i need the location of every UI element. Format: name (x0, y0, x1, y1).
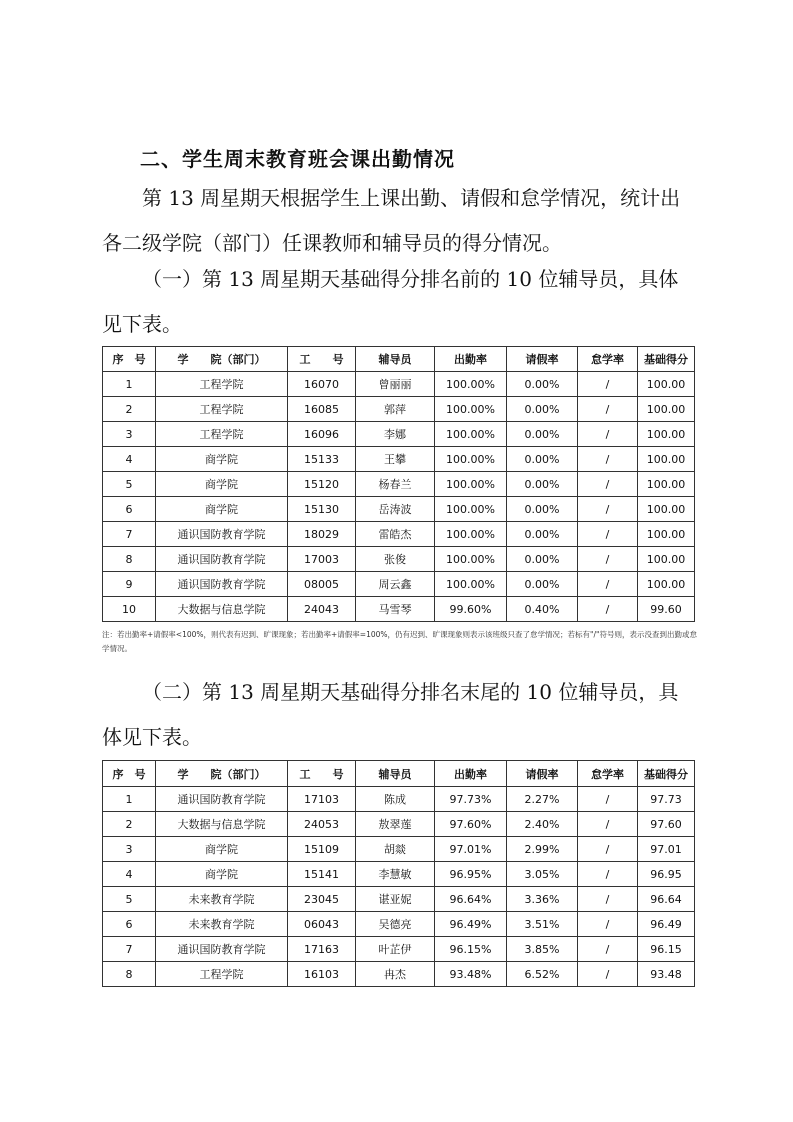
table-cell: 曾丽丽 (356, 372, 435, 397)
table-cell: / (578, 962, 638, 987)
table-cell: 8 (103, 547, 156, 572)
table-cell: 97.01% (435, 837, 507, 862)
table-cell: 100.00% (435, 522, 507, 547)
table-row (103, 372, 695, 397)
table-cell: 1 (103, 787, 156, 812)
table-cell: 9 (103, 572, 156, 597)
table-cell: 大数据与信息学院 (156, 597, 288, 622)
table-row (103, 397, 695, 422)
table-cell: 0.00% (507, 397, 578, 422)
table-cell: 未来教育学院 (156, 887, 288, 912)
table-cell: / (578, 372, 638, 397)
table-cell: / (578, 887, 638, 912)
column-header: 学 院（部门） (156, 347, 288, 372)
table-cell: 0.40% (507, 597, 578, 622)
table-cell: 7 (103, 522, 156, 547)
table-cell: 16085 (288, 397, 356, 422)
table-note: 注：若出勤率+请假率<100%，则代表有迟到、旷课现象；若出勤率+请假率=100%，仍有迟到、旷课现象则表示该班级只查了怠学情况；若标有"/"符号则，表示没查到出勤或怠学情况。 (102, 630, 697, 653)
column-header: 出勤率 (435, 347, 507, 372)
table-cell: 未来教育学院 (156, 912, 288, 937)
table-cell: 商学院 (156, 837, 288, 862)
table-cell: 93.48% (435, 962, 507, 987)
table-cell: 岳涛波 (356, 497, 435, 522)
table-cell: 97.73 (638, 787, 695, 812)
table-cell: 3.05% (507, 862, 578, 887)
table-cell: 叶芷伊 (356, 937, 435, 962)
table-cell: 陈成 (356, 787, 435, 812)
table-cell: 2.99% (507, 837, 578, 862)
bottom10-intro: （二）第 13 周星期天基础得分排名末尾的 10 位辅导员，具体见下表。 (102, 680, 679, 749)
table-cell: 敖翠莲 (356, 812, 435, 837)
table-row (103, 787, 695, 812)
top10-intro: （一）第 13 周星期天基础得分排名前的 10 位辅导员，具体见下表。 (102, 267, 679, 336)
table-cell: 0.00% (507, 447, 578, 472)
table-cell: 3 (103, 422, 156, 447)
table-cell: 郭萍 (356, 397, 435, 422)
table-row (103, 572, 695, 597)
table-cell: / (578, 447, 638, 472)
table-cell: 96.95% (435, 862, 507, 887)
table-cell: 通识国防教育学院 (156, 547, 288, 572)
table-row (103, 812, 695, 837)
table-cell: 17163 (288, 937, 356, 962)
table-cell: 胡燚 (356, 837, 435, 862)
table-cell: 100.00% (435, 572, 507, 597)
table-cell: 97.60 (638, 812, 695, 837)
table-cell: 6.52% (507, 962, 578, 987)
table-cell: 工程学院 (156, 397, 288, 422)
table-cell: / (578, 397, 638, 422)
table-cell: 吴德亮 (356, 912, 435, 937)
table-cell: 3.51% (507, 912, 578, 937)
table-cell: 工程学院 (156, 422, 288, 447)
table-cell: 18029 (288, 522, 356, 547)
column-header: 请假率 (507, 347, 578, 372)
table-header-row (103, 347, 695, 372)
table-cell: 通识国防教育学院 (156, 572, 288, 597)
table-cell: 商学院 (156, 472, 288, 497)
table-cell: 100.00 (638, 572, 695, 597)
table-cell: 17003 (288, 547, 356, 572)
column-header: 序 号 (103, 761, 156, 787)
table-cell: 100.00 (638, 422, 695, 447)
table-cell: 商学院 (156, 447, 288, 472)
table-cell: 100.00 (638, 447, 695, 472)
table-cell: 0.00% (507, 372, 578, 397)
table-cell: 1 (103, 372, 156, 397)
table-row (103, 522, 695, 547)
table-cell: 冉杰 (356, 962, 435, 987)
table-cell: 通识国防教育学院 (156, 787, 288, 812)
column-header: 辅导员 (356, 761, 435, 787)
table-cell: 周云鑫 (356, 572, 435, 597)
table-cell: 96.95 (638, 862, 695, 887)
table-cell: 15141 (288, 862, 356, 887)
column-header: 辅导员 (356, 347, 435, 372)
table-cell: 雷皓杰 (356, 522, 435, 547)
table-cell: / (578, 837, 638, 862)
table-cell: 100.00 (638, 397, 695, 422)
column-header: 怠学率 (578, 761, 638, 787)
table-cell: 2.40% (507, 812, 578, 837)
table-cell: 3.85% (507, 937, 578, 962)
table-cell: 张俊 (356, 547, 435, 572)
table-row (103, 422, 695, 447)
table-cell: 2 (103, 812, 156, 837)
table-cell: / (578, 472, 638, 497)
table-row (103, 912, 695, 937)
table-cell: 100.00% (435, 547, 507, 572)
table-cell: 3 (103, 837, 156, 862)
table-cell: 商学院 (156, 497, 288, 522)
table-cell: 0.00% (507, 422, 578, 447)
table-row (103, 547, 695, 572)
table-cell: / (578, 522, 638, 547)
table-cell: 96.49 (638, 912, 695, 937)
column-header: 序 号 (103, 347, 156, 372)
table-cell: 王攀 (356, 447, 435, 472)
table-cell: 99.60 (638, 597, 695, 622)
table-cell: / (578, 862, 638, 887)
table-cell: 6 (103, 497, 156, 522)
table-cell: / (578, 572, 638, 597)
table-cell: 17103 (288, 787, 356, 812)
table-cell: / (578, 937, 638, 962)
table-cell: 23045 (288, 887, 356, 912)
column-header: 请假率 (507, 761, 578, 787)
table-cell: 16070 (288, 372, 356, 397)
table-cell: 06043 (288, 912, 356, 937)
table-cell: 0.00% (507, 522, 578, 547)
table-cell: 24043 (288, 597, 356, 622)
table-cell: 97.01 (638, 837, 695, 862)
table-cell: / (578, 912, 638, 937)
table-row (103, 937, 695, 962)
table-row (103, 962, 695, 987)
table-cell: 2 (103, 397, 156, 422)
table-cell: 4 (103, 862, 156, 887)
table-cell: / (578, 422, 638, 447)
bottom10-table (102, 760, 695, 987)
table-cell: 谌亚妮 (356, 887, 435, 912)
table-cell: 100.00 (638, 372, 695, 397)
table-cell: 100.00 (638, 472, 695, 497)
table-cell: 96.15 (638, 937, 695, 962)
table-cell: 99.60% (435, 597, 507, 622)
table-cell: 100.00 (638, 522, 695, 547)
section-heading: 二、学生周末教育班会课出勤情况 (140, 147, 455, 171)
column-header: 基础得分 (638, 347, 695, 372)
table-cell: 3.36% (507, 887, 578, 912)
table-cell: 0.00% (507, 572, 578, 597)
table-cell: 工程学院 (156, 962, 288, 987)
table-cell: 0.00% (507, 497, 578, 522)
table-cell: 15120 (288, 472, 356, 497)
table-cell: 96.15% (435, 937, 507, 962)
table-cell: 96.64 (638, 887, 695, 912)
table-cell: 15109 (288, 837, 356, 862)
column-header: 学 院（部门） (156, 761, 288, 787)
table-cell: 96.64% (435, 887, 507, 912)
table-cell: 100.00% (435, 447, 507, 472)
column-header: 基础得分 (638, 761, 695, 787)
top10-table (102, 346, 695, 622)
table-cell: 100.00% (435, 397, 507, 422)
table-cell: 100.00% (435, 472, 507, 497)
table-cell: 6 (103, 912, 156, 937)
table-row (103, 837, 695, 862)
table-cell: / (578, 497, 638, 522)
table-row (103, 887, 695, 912)
table-cell: 大数据与信息学院 (156, 812, 288, 837)
table-cell: 100.00% (435, 497, 507, 522)
table-cell: 商学院 (156, 862, 288, 887)
table-cell: 24053 (288, 812, 356, 837)
table-cell: 通识国防教育学院 (156, 937, 288, 962)
table-cell: 97.60% (435, 812, 507, 837)
table-cell: 100.00 (638, 547, 695, 572)
table-row (103, 862, 695, 887)
table-cell: 100.00% (435, 372, 507, 397)
table-cell: 16103 (288, 962, 356, 987)
table-cell: 5 (103, 472, 156, 497)
table-cell: 08005 (288, 572, 356, 597)
column-header: 工 号 (288, 761, 356, 787)
table-cell: 10 (103, 597, 156, 622)
table-cell: 97.73% (435, 787, 507, 812)
intro-paragraph: 第 13 周星期天根据学生上课出勤、请假和怠学情况，统计出各二级学院（部门）任课教师和辅导员的得分情况。 (102, 186, 681, 255)
table-cell: 工程学院 (156, 372, 288, 397)
table-body (103, 787, 695, 987)
table-cell: / (578, 812, 638, 837)
column-header: 怠学率 (578, 347, 638, 372)
table-cell: / (578, 787, 638, 812)
table-cell: 16096 (288, 422, 356, 447)
table-cell: 通识国防教育学院 (156, 522, 288, 547)
table-row (103, 447, 695, 472)
table-cell: 4 (103, 447, 156, 472)
table-cell: / (578, 597, 638, 622)
table-row (103, 472, 695, 497)
table-cell: 李慧敏 (356, 862, 435, 887)
table-cell: 马雪琴 (356, 597, 435, 622)
table-cell: 5 (103, 887, 156, 912)
table-cell: 93.48 (638, 962, 695, 987)
table-cell: / (578, 547, 638, 572)
table-cell: 100.00% (435, 422, 507, 447)
table-header-row (103, 761, 695, 787)
table-cell: 2.27% (507, 787, 578, 812)
table-cell: 杨春兰 (356, 472, 435, 497)
column-header: 工 号 (288, 347, 356, 372)
table-row (103, 497, 695, 522)
table-cell: 15133 (288, 447, 356, 472)
table-cell: 100.00 (638, 497, 695, 522)
table-cell: 0.00% (507, 472, 578, 497)
table-cell: 15130 (288, 497, 356, 522)
table-cell: 7 (103, 937, 156, 962)
table-cell: 96.49% (435, 912, 507, 937)
table-row (103, 597, 695, 622)
table-cell: 李娜 (356, 422, 435, 447)
table-cell: 8 (103, 962, 156, 987)
table-cell: 0.00% (507, 547, 578, 572)
column-header: 出勤率 (435, 761, 507, 787)
table-body (103, 372, 695, 622)
